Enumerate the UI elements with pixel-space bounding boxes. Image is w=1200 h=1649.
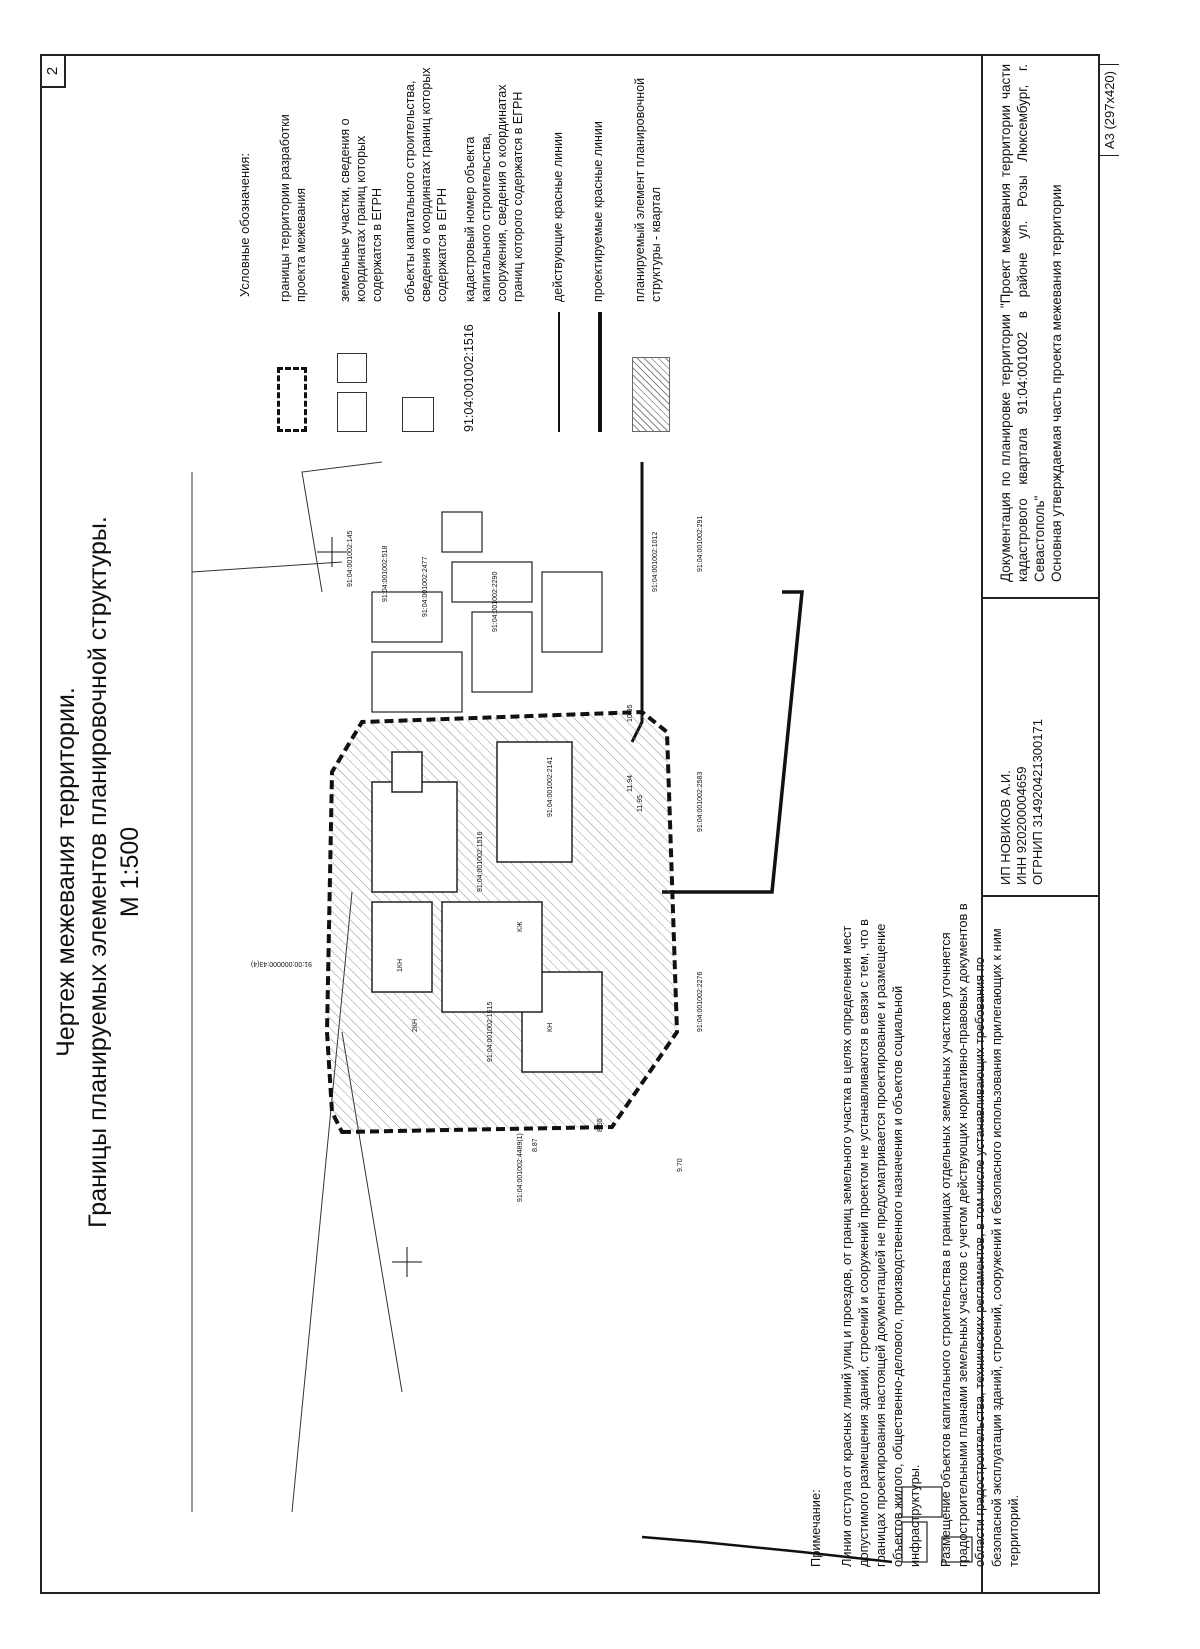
paper-format: А3 (297х420) <box>1099 64 1119 156</box>
drawing-frame <box>40 54 1117 1594</box>
legend-heading: Условные обозначения: <box>237 152 252 297</box>
map-label: 91:04:001002:2276 <box>697 971 704 1032</box>
hatched-quarter-icon <box>632 357 670 432</box>
org-name: ИП НОВИКОВ А.И. <box>998 770 1013 885</box>
legend-text: границы территории разработки проекта межевания <box>278 114 308 302</box>
sheet-number: 2 <box>40 54 66 88</box>
doc-subtitle: Основная утверждаемая часть проекта межевания территории <box>1049 184 1064 582</box>
legend-text: проектируемые красные линии <box>591 121 605 302</box>
notes-heading: Примечание: <box>808 1489 823 1567</box>
map-label: 91:04:001002:145 <box>347 530 354 587</box>
doc-title: Документация по планировке территории "Проект межевания территории части кадастрового квартала 91:04:001002 в районе ул. Розы Люксембург, г. Севастополь" <box>998 64 1047 582</box>
map-label: 91:04:001002:2583 <box>697 771 704 832</box>
planned-red-line-2 <box>632 462 642 742</box>
land-plot-box-icon <box>337 392 367 432</box>
legend-item-cadastral-number <box>462 72 532 432</box>
planned-red-line <box>662 592 802 892</box>
legend-item-boundary <box>277 72 317 432</box>
legend-text: планируемый элемент планировочной структуры - квартал <box>633 77 663 302</box>
legend-text: земельные участки, сведения о координатах границ которых содержатся в ЕГРН <box>338 118 384 302</box>
notes-paragraph-1: Линии отступа от красных линий улиц и проездов, от границ земельного участка в целях определения мест допустимого размещения зданий, строений и сооружений проектом не устанавливаются в связи с тем, что в границах проектирования настоящей документацией не предусматривается проектирование и размещение объектов жилого, общественно-делового, производственного назначения и объектов социальной инфраструктуры. <box>839 919 922 1567</box>
legend-item-land-plots <box>337 72 387 432</box>
legend-item-planned-red-lines <box>590 72 620 432</box>
org-ogrnip: ОГРНИП 314920421300171 <box>1030 719 1045 885</box>
map-label: 91:04:001002:4489(1) <box>517 1133 524 1202</box>
map-label: 91:04:001002:1012 <box>652 531 659 592</box>
document-description <box>983 54 1098 592</box>
planned-red-line-icon <box>598 312 602 432</box>
map-label: 91:04:001002:1515 <box>487 1001 494 1062</box>
map-label: 91:04:001002:2141 <box>547 756 554 817</box>
map-label: 91:04:001002:518 <box>382 545 389 602</box>
map-label: 9.70 <box>677 1158 684 1172</box>
map-label: 11.95 <box>637 795 644 812</box>
map-label: КН <box>547 1022 554 1032</box>
legend-text: кадастровый номер объекта капитального строительства, сооружения, сведения о координатах границ которого содержатся в ЕГРН <box>463 84 525 302</box>
legend-item-buildings <box>402 67 452 432</box>
existing-red-line-icon <box>558 312 560 432</box>
legend-item-quarter <box>632 72 682 432</box>
legend-text: объекты капитального строительства, сведения о координатах границ которых содержатся в ЕГРН <box>403 67 449 302</box>
cadastral-code-sample: 91:04:001002:1516 <box>462 324 476 432</box>
org-inn: ИНН 920200004659 <box>1014 766 1029 885</box>
map-label: 11.94 <box>627 775 634 792</box>
land-plot-box-icon <box>337 353 367 383</box>
map-label: 91:04:001002:1516 <box>477 831 484 892</box>
map-label: 8.87 <box>532 1138 539 1152</box>
title-line-2: Границы планируемых элементов планировочной структуры. <box>84 516 112 1228</box>
map-label: 2КН <box>412 1018 419 1032</box>
map-label: 1КН <box>397 958 404 972</box>
land-plot-icon <box>337 353 372 432</box>
dashed-boundary-icon <box>277 367 307 432</box>
map-label: 91:00:000000:43(4) <box>250 960 312 967</box>
map-label: 91:04:001002:291 <box>697 515 704 572</box>
title-block <box>981 54 1117 1592</box>
map-label: 8.55 <box>597 1118 604 1132</box>
map-label: 10.95 <box>627 704 634 722</box>
title-line-1: Чертеж межевания территории. <box>52 687 80 1057</box>
map-label: 91:04:001002:2477 <box>422 556 429 617</box>
legend-text: действующие красные линии <box>551 132 565 302</box>
notes-paragraph-2: Размещение объектов капитального строительства в границах отдельных земельных участков уточняется градостроительными планами земельных участков с учетом действующих нормативно-правовых документов в области градостроительства, технических регламентов, в том числе устанавливающих требования по безопасной эксплуатации зданий, строений, сооружений и безопасного использования прилегающих к ним территорий. <box>938 903 1021 1567</box>
map-label: 91:04:001002:2290 <box>492 571 499 632</box>
legend-item-existing-red-lines <box>550 72 580 432</box>
building-icon <box>402 397 434 432</box>
organization-block <box>983 597 1098 897</box>
map-label: КЖ <box>517 921 524 932</box>
title-scale: М 1:500 <box>116 826 144 918</box>
neighbour-plots <box>372 512 602 712</box>
